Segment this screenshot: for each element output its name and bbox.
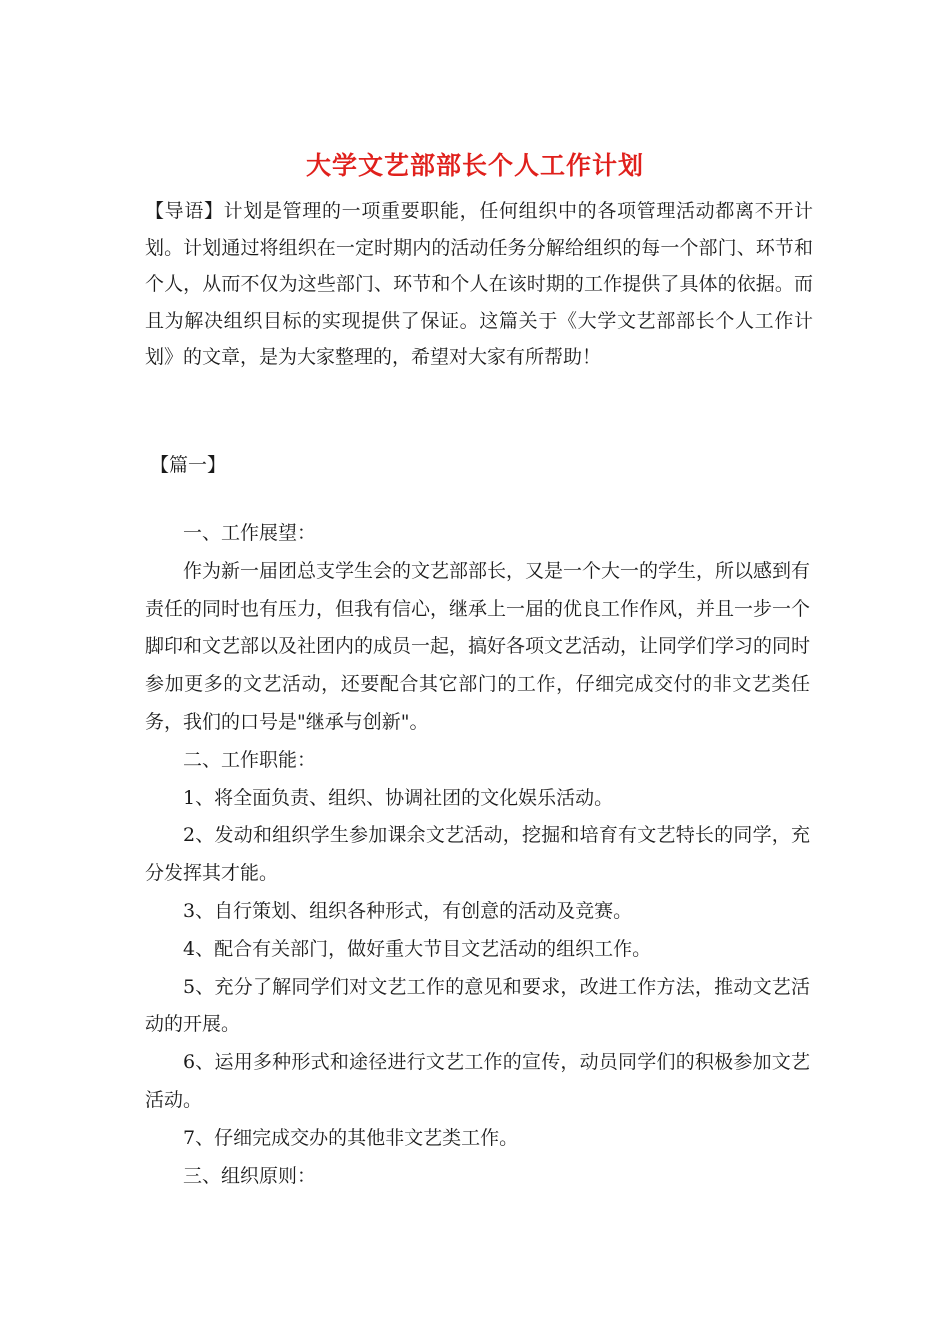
body-paragraph: 5、充分了解同学们对文艺工作的意见和要求，改进工作方法，推动文艺活动的开展。 (145, 975, 810, 1036)
intro-paragraph: 【导语】计划是管理的一项重要职能，任何组织中的各项管理活动都离不开计划。计划通过将组织在一定时期内的活动任务分解给组织的每一个部门、环节和个人，从而不仅为这些部门、环节和个人在该时期的工作提供了具体的依据。而且为解决组织目标的实现提供了保证。这篇关于《大学文艺部部长个人工作计划》的文章，是为大家整理的，希望对大家有所帮助！ (145, 200, 813, 368)
body-paragraph: 2、发动和组织学生参加课余文艺活动，挖掘和培育有文艺特长的同学，充分发挥其才能。 (145, 824, 810, 885)
body-paragraph: 1、将全面负责、组织、协调社团的文化娱乐活动。 (183, 786, 614, 809)
body-paragraph: 二、工作职能： (183, 748, 317, 771)
body-paragraph: 作为新一届团总支学生会的文艺部部长，又是一个大一的学生，所以感到有责任的同时也有压力，但我有信心，继承上一届的优良工作作风，并且一步一个脚印和文艺部以及社团内的成员一起，搞好各项文艺活动，让同学们学习的同时参加更多的文艺活动，还要配合其它部门的工作，仔细完成交付的非文艺类任务，我们的口号是"继承与创新"。 (145, 559, 811, 733)
body-paragraph: 7、仔细完成交办的其他非文艺类工作。 (183, 1126, 519, 1149)
body-paragraph: 4、配合有关部门，做好重大节目文艺活动的组织工作。 (183, 937, 652, 960)
document-body (145, 515, 810, 1195)
body-paragraph: 一、工作展望： (183, 522, 317, 544)
body-paragraph: 3、自行策划、组织各种形式，有创意的活动及竞赛。 (183, 899, 633, 922)
body-paragraph: 三、组织原则： (183, 1164, 317, 1187)
section-heading: 【篇一】 (150, 454, 227, 476)
document-title: 大学文艺部部长个人工作计划 (305, 151, 644, 180)
body-paragraph: 6、运用多种形式和途径进行文艺工作的宣传，动员同学们的积极参加文艺活动。 (145, 1051, 810, 1111)
